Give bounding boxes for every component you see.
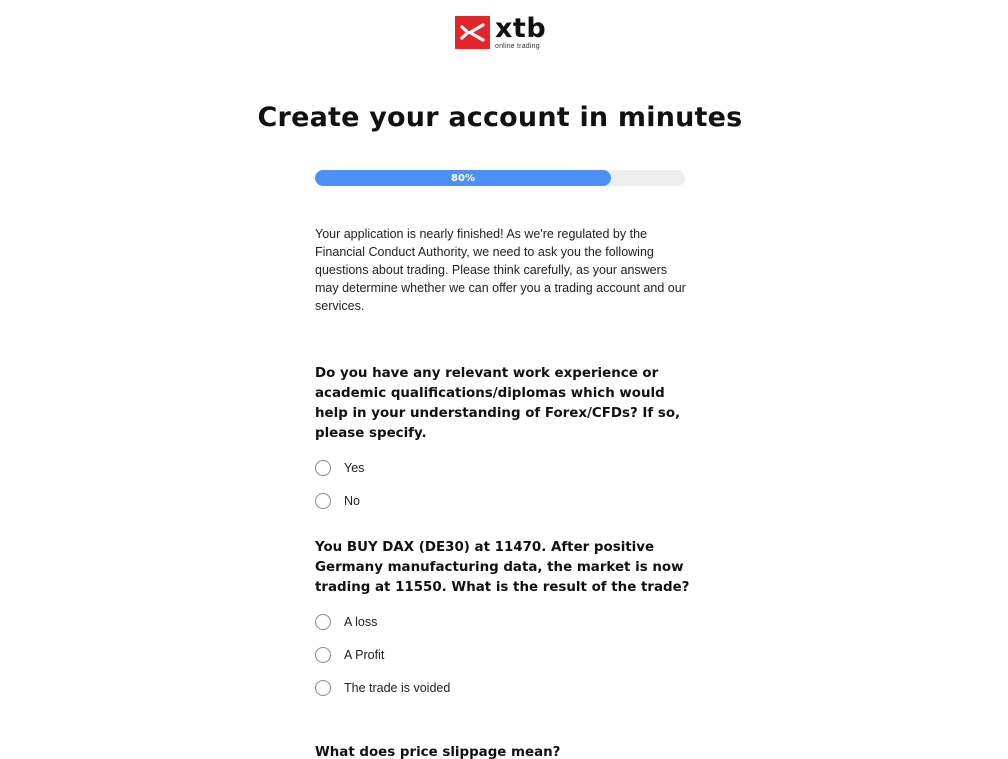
page-title: Create your account in minutes xyxy=(257,102,743,133)
x-logo-icon xyxy=(455,16,490,49)
radio-button[interactable] xyxy=(315,493,331,509)
question-text: You BUY DAX (DE30) at 11470. After positive Germany manufacturing data, the market is now trading at 11550. What is the result of the trade? xyxy=(315,540,690,595)
option-a-profit[interactable] xyxy=(315,638,690,671)
radio-button[interactable] xyxy=(315,460,331,476)
question-text: What does price slippage mean? xyxy=(315,745,561,759)
xtb-logo[interactable] xyxy=(455,13,547,50)
radio-button[interactable] xyxy=(315,647,331,663)
option-label: Yes xyxy=(344,460,365,475)
option-label: No xyxy=(344,493,360,508)
progress-label: 80% xyxy=(451,172,475,184)
brand-tagline: online trading xyxy=(495,43,540,50)
option-label: A Profit xyxy=(344,647,385,662)
question-work-experience xyxy=(315,364,690,517)
question-price-slippage xyxy=(315,743,690,759)
radio-button[interactable] xyxy=(315,614,331,630)
progress-bar xyxy=(315,170,685,186)
logo-text xyxy=(495,13,547,50)
option-yes[interactable] xyxy=(315,451,690,484)
option-label: The trade is voided xyxy=(344,680,451,695)
option-a-loss[interactable] xyxy=(315,605,690,638)
progress-fill xyxy=(315,170,611,186)
option-no[interactable] xyxy=(315,484,690,517)
radio-button[interactable] xyxy=(315,680,331,696)
question-dax-trade xyxy=(315,538,690,704)
option-label: A loss xyxy=(344,614,378,629)
option-trade-voided[interactable] xyxy=(315,671,690,704)
brand-name: xtb xyxy=(495,13,547,44)
intro-text: Your application is nearly finished! As we're regulated by the Financial Conduct Authority, we need to ask you the following questions about trading. Please think carefully, as your answers may determine whether we can offer you a trading account and our services. xyxy=(315,227,686,313)
question-text: Do you have any relevant work experience or academic qualifications/diplomas which would help in your understanding of Forex/CFDs? If so, please specify. xyxy=(315,366,681,441)
